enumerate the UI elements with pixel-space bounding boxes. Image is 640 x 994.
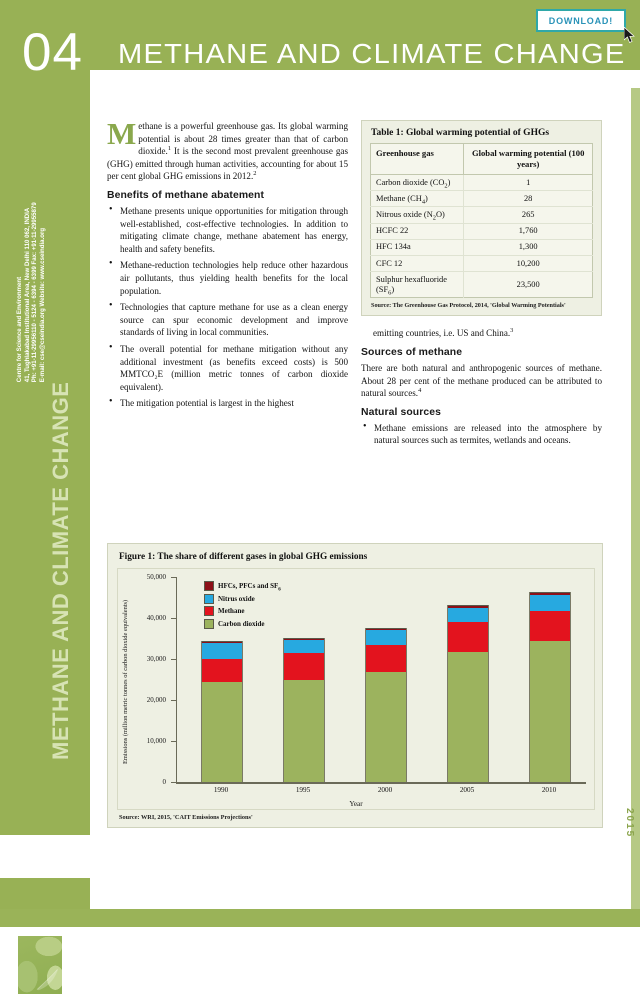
y-axis-tick-label: 50,000: [146, 573, 166, 581]
bar-2005: [447, 577, 487, 782]
address-line-1: Centre for Science and Environment: [15, 276, 23, 383]
y-axis-tick: [171, 741, 176, 742]
continuation-text: emitting countries, i.e. US and China.: [373, 328, 511, 339]
legend-label: Nitrus oxide: [218, 594, 255, 603]
table-row: [371, 272, 593, 298]
list-item: • The mitigation potential is largest in the highest: [107, 397, 348, 410]
bar-segment-hfcs-pfcs-and-sf6: [447, 606, 489, 608]
y-axis-line: [176, 577, 177, 782]
cse-logo-text: CSE: [0, 939, 17, 973]
benefits-list: [107, 205, 348, 410]
table-header-gwp: Global warming potential (100 years): [464, 144, 593, 175]
figure-caption: Figure 1: The share of different gases in global GHG emissions: [119, 552, 368, 562]
table-header-row: [371, 144, 593, 175]
chart-area: [117, 568, 595, 810]
x-axis-title: Year: [349, 800, 363, 808]
cell-gwp: 1,300: [464, 239, 593, 255]
y-axis-tick-label: 40,000: [146, 614, 166, 622]
table-row: [371, 207, 593, 223]
legend-item: [204, 619, 281, 629]
bar-segment-hfcs-pfcs-and-sf6: [283, 639, 325, 640]
legend-swatch: [204, 619, 214, 629]
bar-segment-nitrus-oxide: [529, 595, 571, 611]
ghg-table-box: [361, 120, 602, 316]
bar-segment-nitrus-oxide: [201, 643, 243, 659]
cell-gwp: 1: [464, 175, 593, 191]
list-item: • Methane emissions are released into the atmosphere by natural sources such as termites, wetlands and oceans.: [361, 422, 602, 447]
article-content: [107, 116, 603, 453]
bar-segment-nitrus-oxide: [365, 630, 407, 645]
publication-year: 2015: [624, 808, 635, 839]
bar-segment-methane: [201, 659, 243, 682]
footnote-marker-1: 1: [167, 145, 172, 153]
heading-sources: Sources of methane: [361, 346, 463, 358]
y-axis-tick: [171, 782, 176, 783]
banner-white-notch: [90, 70, 640, 88]
legend-item: [204, 594, 281, 604]
y-axis-tick: [171, 700, 176, 701]
y-axis-tick-label: 10,000: [146, 737, 166, 745]
bar-segment-hfcs-pfcs-and-sf6: [529, 593, 571, 596]
x-axis-tick-label: 1995: [295, 786, 311, 794]
bar-segment-carbon-dioxide: [529, 641, 571, 782]
footnote-marker-2: 2: [253, 170, 257, 178]
table-row: [371, 255, 593, 271]
bar-segment-carbon-dioxide: [447, 652, 489, 782]
y-axis-tick: [171, 659, 176, 660]
list-item: • Technologies that capture methane for use as a clean energy source can spur economic development and improve standards of living in local communities.: [107, 301, 348, 339]
natural-sources-list: [361, 422, 602, 447]
table-caption: Table 1: Global warming potential of GHGs: [371, 128, 550, 138]
y-axis-tick: [171, 577, 176, 578]
bar-2010: [529, 577, 569, 782]
legend-swatch: [204, 606, 214, 616]
bar-top-edge: [283, 638, 325, 639]
table-source-note: Source: The Greenhouse Gas Protocol, 2014, 'Global Warming Potentials': [371, 302, 566, 310]
x-axis-tick-label: 2000: [377, 786, 393, 794]
figure-box: [107, 543, 603, 828]
bar-segment-hfcs-pfcs-and-sf6: [201, 642, 243, 643]
bar-segment-methane: [365, 645, 407, 672]
bar-segment-methane: [283, 653, 325, 680]
legend-item: [204, 581, 281, 591]
ghg-table: [370, 143, 593, 298]
cell-gwp: 23,500: [516, 279, 540, 289]
cell-gas: HFC 134a: [371, 239, 464, 255]
sources-paragraph: [361, 362, 602, 400]
table-row: [371, 175, 593, 191]
heading-natural-sources: Natural sources: [361, 406, 442, 418]
bar-segment-methane: [447, 622, 489, 652]
address-line-3: Ph: +91-11-29956110 - 5124 - 6394 - 6399 Fax: +91-11-29955879: [31, 202, 38, 383]
legend-label: Methane: [218, 607, 245, 615]
bar-segment-carbon-dioxide: [283, 680, 325, 783]
cell-gas: HCFC 22: [371, 223, 464, 239]
cell-gas: CFC 12: [371, 255, 464, 271]
y-axis-tick-label: 0: [162, 778, 166, 786]
cell-gas: Sulphur hexafluoride $(SF_6)$: [371, 272, 464, 298]
cell-gas: Methane $(CH_4)$: [371, 191, 464, 207]
right-strip-green: [631, 88, 640, 927]
y-axis-tick-label: 30,000: [146, 655, 166, 663]
chart-legend: [204, 581, 281, 631]
download-button[interactable]: DOWNLOAD!: [536, 9, 626, 32]
legend-swatch: [204, 594, 214, 604]
x-axis-tick-label: 2010: [541, 786, 557, 794]
cell-gwp: 265: [464, 207, 593, 223]
bar-top-edge: [365, 628, 407, 629]
chapter-number: 04: [22, 23, 83, 82]
x-axis-tick-label: 1990: [213, 786, 229, 794]
legend-label: Carbon dioxide: [218, 619, 265, 628]
intro-paragraph: [107, 116, 348, 183]
x-axis-tick-label: 2005: [459, 786, 475, 794]
table-row: [371, 191, 593, 207]
left-sidebar: [0, 88, 90, 973]
table-header-gas: Greenhouse gas: [371, 144, 464, 175]
bar-top-edge: [201, 641, 243, 642]
address-line-4: E-mail: cse@cseindia.org Website: www.cseindia.org: [38, 227, 46, 383]
x-axis-line: [176, 782, 586, 784]
bar-segment-carbon-dioxide: [365, 672, 407, 782]
cell-gas: Nitrous oxide $(N_2O)$: [371, 207, 464, 223]
sidebar-vertical-title: METHANE AND CLIMATE CHANGE: [48, 381, 73, 760]
cell-gas: Carbon dioxide $(CO_2)$: [371, 175, 464, 191]
table-row: [371, 239, 593, 255]
heading-benefits: Benefits of methane abatement: [107, 189, 265, 201]
footnote-marker-4: 4: [418, 387, 422, 395]
page-title: METHANE AND CLIMATE CHANGE: [118, 38, 626, 69]
leaf-icon: [34, 966, 60, 992]
y-axis-title: Emissions (million metric tonnes of carbon dioxide equivalents): [122, 599, 129, 765]
bar-segment-nitrus-oxide: [447, 608, 489, 622]
right-strip: [614, 88, 640, 927]
bar-segment-carbon-dioxide: [201, 682, 243, 782]
table-row: [371, 223, 593, 239]
bar-segment-hfcs-pfcs-and-sf6: [365, 629, 407, 630]
intro-text-part2: It is the second most prevalent greenhouse gas (GHG) emitted through human activities, accounting for about 15 per cent global GHG emissions in 2012.: [107, 146, 348, 182]
y-axis-tick-label: 20,000: [146, 696, 166, 704]
list-item: • Methane-reduction technologies help reduce other hazardous air pollutants, thus yielding health benefits for the local population.: [107, 259, 348, 297]
article-column-right: [361, 120, 602, 453]
sources-text: There are both natural and anthropogenic sources of methane. About 28 per cent of the methane produced can be attributed to natural sources.: [361, 362, 602, 399]
cell-gwp: 10,200: [464, 255, 593, 271]
cell-gwp: 1,760: [464, 223, 593, 239]
cse-logo: [0, 936, 62, 994]
drop-cap: M: [107, 116, 137, 151]
footnote-marker-3: 3: [510, 327, 514, 335]
legend-item: [204, 606, 281, 616]
intro-text-part1: ethane is a powerful greenhouse gas. Its global warming potential is about 28 times greater than that of carbon dioxide.: [138, 121, 348, 157]
list-item: • The overall potential for methane mitigation without any additional investment (as benefits exceed costs) is 500 MMTCO₂E (million metric tonnes of carbon dioxide equivalent).: [107, 343, 348, 393]
continuation-paragraph: [361, 327, 602, 340]
bar-segment-methane: [529, 611, 571, 641]
bar-top-edge: [529, 592, 571, 593]
bar-2000: [365, 577, 405, 782]
address-line-2: 41, Tughlakabad Institutional Area, New Delhi 110 062, INDIA: [23, 207, 31, 383]
legend-label: HFCs, PFCs and $SF_6$: [218, 581, 281, 593]
footer-bar: [0, 909, 640, 927]
legend-swatch: [204, 581, 214, 591]
y-axis-tick: [171, 618, 176, 619]
figure-source-note: Source: WRI, 2015, 'CAIT Emissions Projections': [119, 814, 253, 821]
bar-segment-nitrus-oxide: [283, 640, 325, 653]
organisation-address: [16, 112, 46, 382]
bar-top-edge: [447, 605, 489, 606]
cell-gwp: 28: [464, 191, 593, 207]
bar-1995: [283, 577, 323, 782]
list-item: • Methane presents unique opportunities for mitigation through well-established, cost-effective technologies. In addition to mitigating climate change, methane abatement has energy, health and safety benefits.: [107, 205, 348, 255]
article-column-left: [107, 116, 348, 416]
